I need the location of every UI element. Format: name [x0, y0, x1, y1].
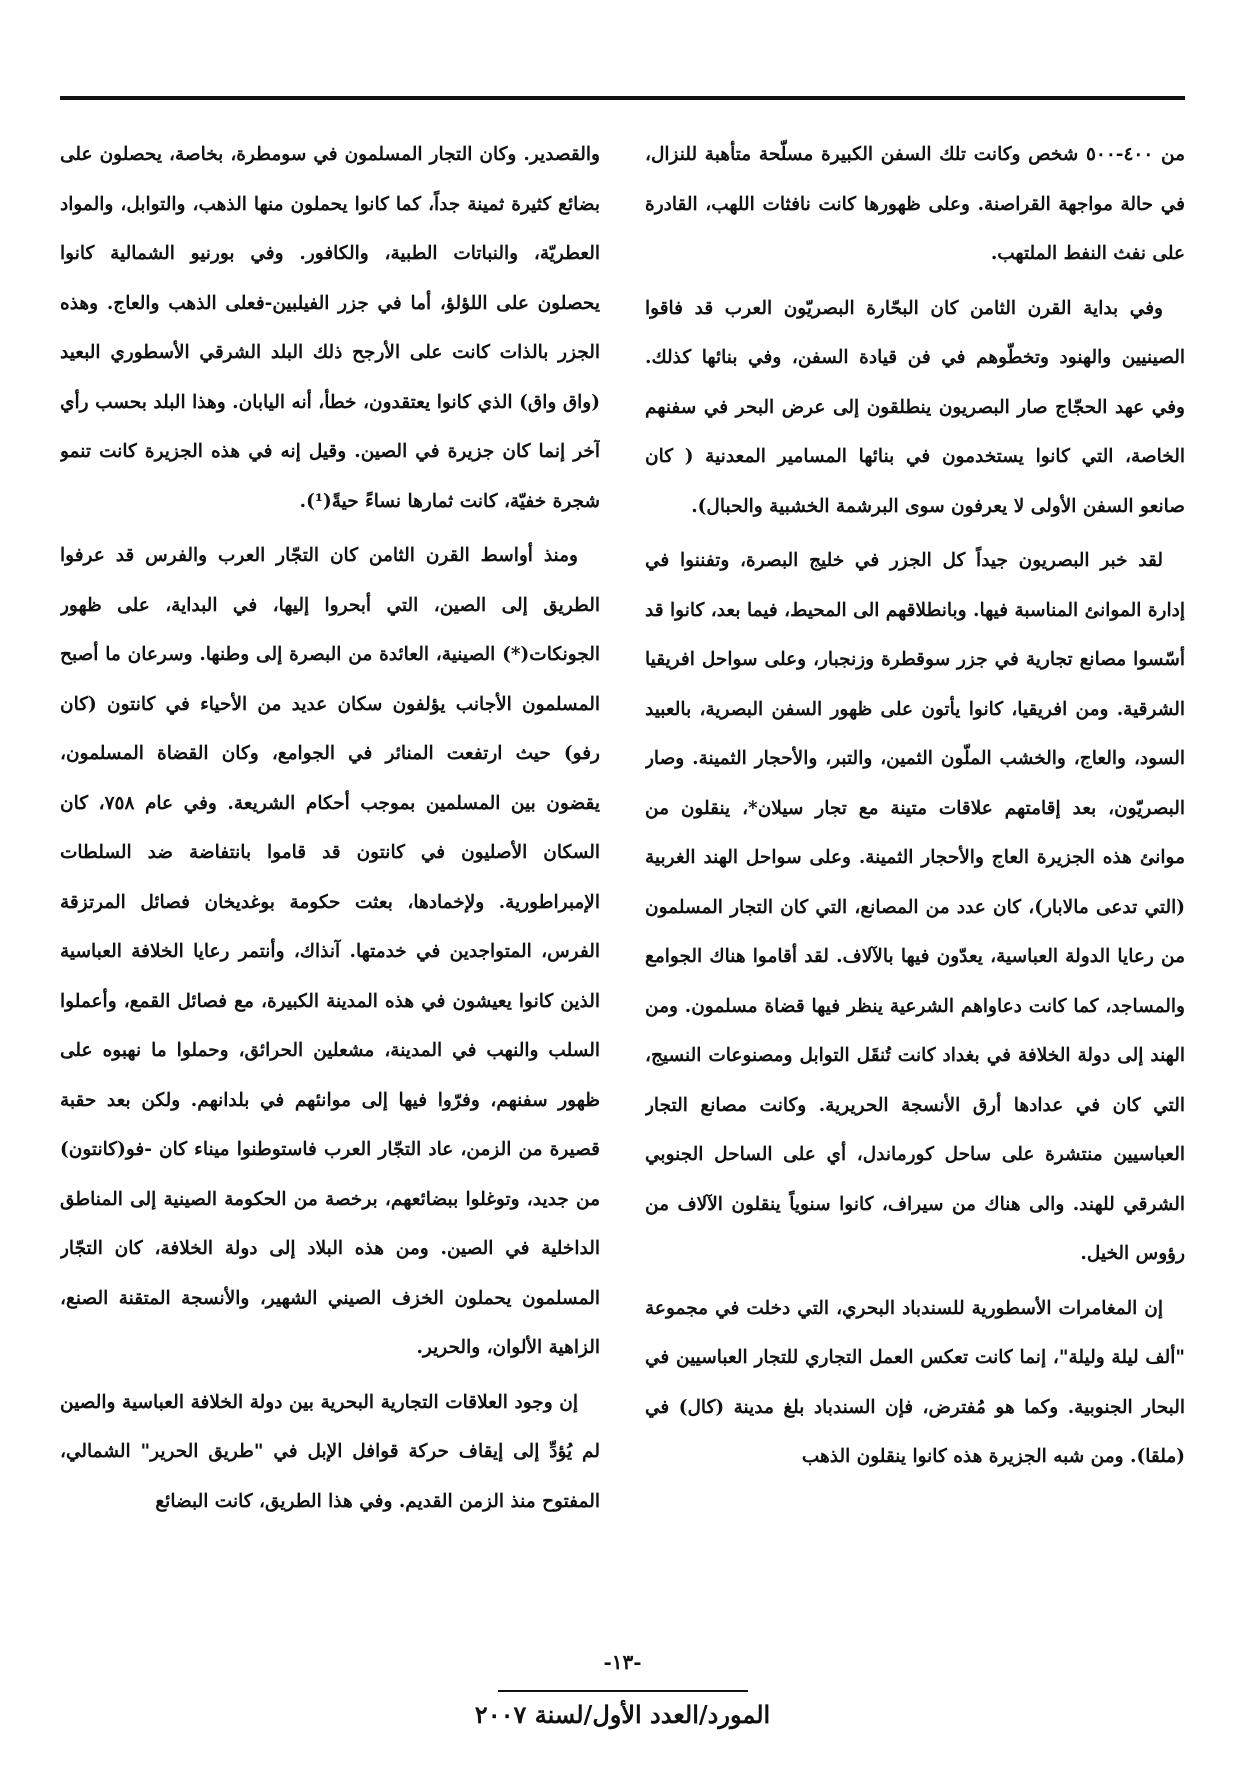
paragraph: والقصدير. وكان التجار المسلمون في سومطرة، بخاصة، يحصلون على بضائع كثيرة ثمينة جداً، كما كانوا يحملون منها الذهب، والتوابل، والمواد العطريّة، والنباتات الطبية، والكافور. وفي بورنيو الشمالية كانوا يحصلون على اللؤلؤ، أما في جزر الفيلبين-فعلى الذهب والعاج. وهذه الجزر بالذات كانت على الأرجح ذلك البلد الشرقي الأسطوري البعيد (واق واق) الذي كانوا يعتقدون، خطأ، أنه اليابان. وهذا البلد بحسب رأي آخر إنما كان جزيرة في الصين. وقيل إنه في هذه الجزيرة كانت تنمو شجرة خفيّة، كانت ثمارها نساءً حيةً(¹). [60, 144, 600, 512]
paragraph: لقد خبر البصريون جيداً كل الجزر في خليج البصرة، وتفننوا في إدارة الموانئ المناسبة فيها. وبانطلاقهم الى المحيط، فيما بعد، كانوا قد أسّسوا مصانع تجارية في جزر سوقطرة وزنجبار، وعلى سواحل افريقيا الشرقية. ومن افريقيا، كانوا يأتون على ظهور السفن البصرية، بالعبيد السود، والعاج، والخشب الملّون الثمين، والتبر، والأحجار الثمينة. وصار البصريّون، بعد إقامتهم علاقات متينة مع تجار سيلان*، ينقلون من موانئ هذه الجزيرة العاج والأحجار الثمينة. وعلى سواحل الهند الغربية (التي تدعى مالابار)، كان عدد من المصانع، التي كان التجار المسلمون من رعايا الدولة العباسية، يعدّون فيها بالآلاف. لقد أقاموا هناك الجوامع والمساجد، كما كانت دعاواهم الشرعية ينظر فيها قضاة مسلمون. ومن الهند إلى دولة الخلافة في بغداد كانت تُنقَل التوابل ومصنوعات النسيج، التي كان في عدادها أرق الأنسجة الحريرية. وكانت مصانع التجار العباسيين منتشرة على ساحل كورماندل، أي على الساحل الجنوبي الشرقي للهند. والى هناك من سيراف، كانوا سنوياً ينقلون الآلاف من رؤوس الخيل. [645, 550, 1185, 1264]
paragraph: إن وجود العلاقات التجارية البحرية بين دولة الخلافة العباسية والصين لم يُؤدِّ إلى إيقاف حركة قوافل الإبل في "طريق الحرير" الشمالي، المفتوح منذ الزمن القديم. وفي هذا الطريق، كانت البضائع [60, 1391, 600, 1512]
header-rule [60, 96, 1185, 100]
journal-footer: المورد/العدد الأول/لسنة ٢٠٠٧ [474, 1700, 771, 1729]
page-number: -١٣- [603, 1650, 642, 1674]
paragraph: إن المغامرات الأسطورية للسندباد البحري، التي دخلت في مجموعة "ألف ليلة وليلة"، إنما كانت تعكس العمل التجاري للتجار العباسيين في البحار الجنوبية. وكما هو مُفترض، فإن السندباد بلغ مدينة (كال) في (ملقا). ومن شبه الجزيرة هذه كانوا ينقلون الذهب [645, 1297, 1185, 1467]
footer-rule [498, 1690, 748, 1692]
left-column [60, 130, 600, 1600]
paragraph: وفي بداية القرن الثامن كان البحّارة البصريّون العرب قد فاقوا الصينيين والهنود وتخطّوهم في فن قيادة السفن، وفي بنائها كذلك. وفي عهد الحجّاج صار البصريون ينطلقون إلى عرض البحر في سفنهم الخاصة، التي كانوا يستخدمون في بنائها المسامير المعدنية ( كان صانعو السفن الأولى لا يعرفون سوى البرشمة الخشبية والحبال). [645, 297, 1185, 517]
right-column [645, 130, 1185, 1600]
paragraph: من ٤٠٠-٥٠٠ شخص وكانت تلك السفن الكبيرة مسلّحة متأهبة للنزال، في حالة مواجهة القراصنة. وعلى ظهورها كانت نافثات اللهب، القادرة على نفث النفط الملتهب. [645, 144, 1185, 264]
paragraph: ومنذ أواسط القرن الثامن كان التجّار العرب والفرس قد عرفوا الطريق إلى الصين، التي أبحروا إليها، في البداية، على ظهور الجونكات(*) الصينية، العائدة من البصرة إلى وطنها. وسرعان ما أصبح المسلمون الأجانب يؤلفون سكان عديد من الأحياء في كانتون (كان رفو) حيث ارتفعت المنائر في الجوامع، وكان القضاة المسلمون، يقضون بين المسلمين بموجب أحكام الشريعة. وفي عام ٧٥٨، كان السكان الأصليون في كانتون قد قاموا بانتفاضة ضد السلطات الإمبراطورية. ولإخمادها، بعثت حكومة بوغديخان فصائل المرتزقة الفرس، المتواجدين في خدمتها. آنذاك، وأنتمر رعايا الخلافة العباسية الذين كانوا يعيشون في هذه المدينة الكبيرة، مع فصائل القمع، وأعملوا السلب والنهب في المدينة، مشعلين الحرائق، وحملوا ما نهبوه على ظهور سفنهم، وفرّوا فيها إلى موانئهم في بلدانهم. ولكن بعد حقبة قصيرة من الزمن، عاد التجّار العرب فاستوطنوا ميناء كان -فو(كانتون) من جديد، وتوغلوا ببضائعهم، برخصة من الحكومة الصينية إلى المناطق الداخلية في الصين. ومن هذه البلاد إلى دولة الخلافة، كان التجّار المسلمون يحملون الخزف الصيني الشهير، والأنسجة المتقنة الصنع، الزاهية الألوان، والحرير. [60, 545, 600, 1358]
